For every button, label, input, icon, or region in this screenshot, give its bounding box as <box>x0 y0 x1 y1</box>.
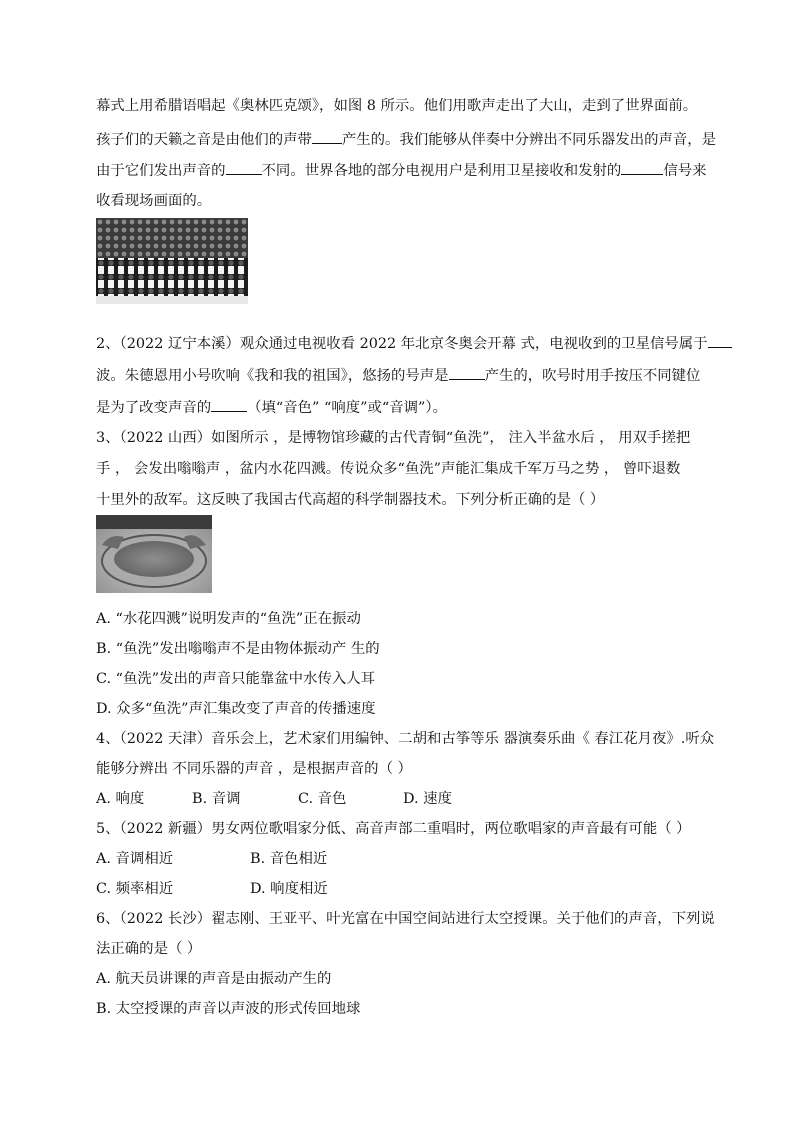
answer-blank <box>449 365 485 380</box>
q5-line-1: 5、（2022 新疆）男女两位歌唱家分低、高音声部二重唱时，两位歌唱家的声音最有可能（ ） <box>96 821 691 837</box>
fish-basin-photo <box>96 515 212 593</box>
q3-line-1: 3、（2022 山西）如图所示 ，是博物馆珍藏的古代青铜“鱼洗”， 注入半盆水后 ， 用双手搓把 <box>96 430 691 446</box>
q3-option-c: C. “鱼洗”发出的声音只能靠盆中水传入人耳 <box>96 671 376 687</box>
answer-blank <box>621 160 663 175</box>
q5-option-a: A. 音调相近 <box>96 851 174 867</box>
intro-line-3-text-c: 信号来 <box>663 163 707 179</box>
q4-option-b: B. 音调 <box>192 791 241 807</box>
choir-photo <box>96 218 248 304</box>
q2-line-1 <box>96 333 732 354</box>
q2-line-3-text-b: （填“音色” “响度”或“音调”）。 <box>247 400 447 416</box>
answer-blank <box>312 129 342 144</box>
q6-line-2: 法正确的是（ ） <box>96 941 202 957</box>
q2-line-1-text: 2、（2022 辽宁本溪）观众通过电视收看 2022 年北京冬奥会开幕 式，电视收到的卫星信号属于 <box>96 336 708 352</box>
q2-line-2-text-a: 波。朱德恩用小号吹响《我和我的祖国》，悠扬的号声是 <box>96 368 449 384</box>
intro-line-1: 幕式上用希腊语唱起《奥林匹克颂》，如图 8 所示。他们用歌声走出了大山，走到了世界面前。 <box>96 98 698 114</box>
answer-blank <box>708 333 732 348</box>
intro-line-4: 收看现场画面的。 <box>96 193 212 209</box>
q6-line-1: 6、（2022 长沙）翟志刚、王亚平、叶光富在中国空间站进行太空授课。关于他们的声音，下列说 <box>96 911 715 927</box>
q5-option-c: C. 频率相近 <box>96 881 174 897</box>
q4-option-d: D. 速度 <box>403 791 452 807</box>
q4-line-2: 能够分辨出 不同乐器的声音 ，是根据声音的（ ） <box>96 761 412 777</box>
intro-line-2-text-b: 产生的。我们能够从伴奏中分辨出不同乐器发出的声音，是 <box>341 132 717 148</box>
q5-option-d: D. 响度相近 <box>250 881 328 897</box>
q6-option-a: A. 航天员讲课的声音是由振动产生的 <box>96 971 332 987</box>
intro-line-2 <box>96 129 716 150</box>
q2-line-2 <box>96 365 700 386</box>
q4-line-1: 4、（2022 天津）音乐会上，艺术家们用编钟、二胡和古筝等乐 器演奏乐曲《 春江花月夜》.听众 <box>96 731 715 747</box>
intro-line-2-text-a: 孩子们的天籁之音是由他们的声带 <box>96 132 312 148</box>
answer-blank <box>226 160 262 175</box>
q5-option-b: B. 音色相近 <box>250 851 328 867</box>
q2-line-3-text-a: 是为了改变声音的 <box>96 400 212 416</box>
q4-option-a: A. 响度 <box>96 791 145 807</box>
intro-line-3-text-b: 不同。世界各地的部分电视用户是利用卫星接收和发射的 <box>261 163 622 179</box>
q3-option-a: A. “水花四溅”说明发声的“鱼洗”正在振动 <box>96 611 361 627</box>
q3-line-3: 十里外的敌军。这反映了我国古代高超的科学制器技术。下列分析正确的是（ ） <box>96 492 605 508</box>
q3-option-d: D. 众多“鱼洗”声汇集改变了声音的传播速度 <box>96 701 376 717</box>
q4-option-c: C. 音色 <box>298 791 347 807</box>
answer-blank <box>211 397 247 412</box>
q3-option-b: B. “鱼洗”发出嗡嗡声不是由物体振动产 生的 <box>96 641 380 657</box>
intro-line-3-text-a: 由于它们发出声音的 <box>96 163 226 179</box>
q2-line-3 <box>96 397 447 418</box>
intro-line-3 <box>96 160 707 181</box>
q3-line-2: 手 ， 会发出嗡嗡声 ，盆内水花四溅。传说众多“鱼洗”声能汇集成千军万马之势 ， 曾吓退数 <box>96 461 681 477</box>
q2-line-2-text-b: 产生的，吹号时用手按压不同键位 <box>484 368 701 384</box>
q6-option-b: B. 太空授课的声音以声波的形式传回地球 <box>96 1001 361 1017</box>
